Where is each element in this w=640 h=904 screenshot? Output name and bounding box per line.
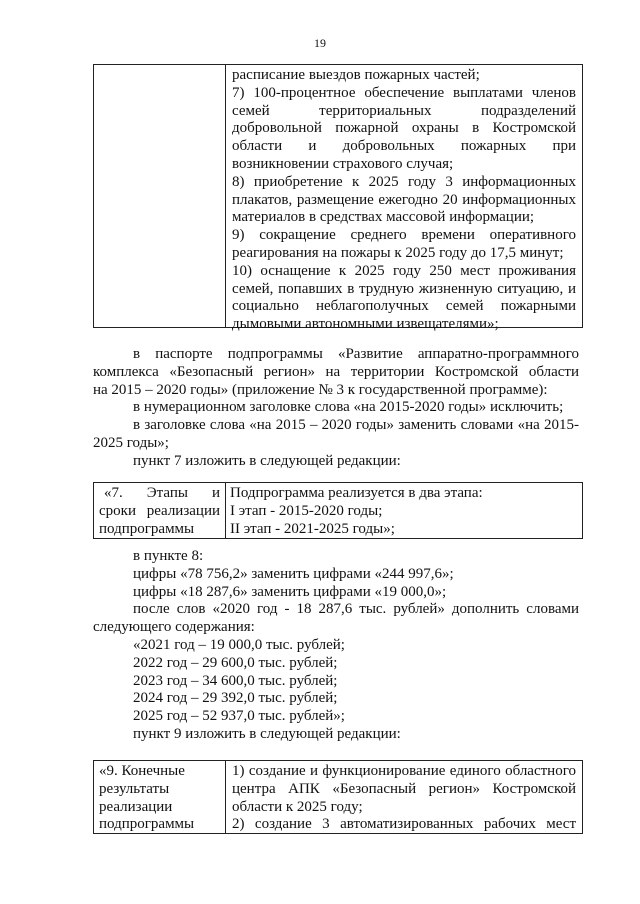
text-line: расписание выездов пожарных частей; (232, 67, 480, 83)
text-line: пункт 9 изложить в следующей редакции: (133, 725, 401, 742)
text-line: результаты (99, 780, 170, 797)
text-line: области к 2025 году; (232, 798, 363, 815)
text-line: 2) создание 3 автоматизированных рабочих мест (232, 816, 576, 833)
text-line: сроки реализации (99, 502, 220, 519)
table-results (93, 760, 583, 834)
text-line: семей территориальных подразделений (232, 102, 576, 119)
text-line: «2021 год – 19 000,0 тыс. рублей; (133, 636, 345, 653)
text-line: II этап - 2021-2025 годы»; (230, 520, 395, 537)
text-line: Подпрограмма реализуется в два этапа: (230, 485, 483, 501)
table-right-cell (226, 65, 582, 333)
text-line: в нумерационном заголовке слова «на 2015-2020 годы» исключить; (133, 399, 564, 416)
text-line: подпрограммы (99, 520, 195, 537)
text-line: возникновении страхового случая; (232, 155, 454, 172)
text-line: «9. Конечные (99, 763, 185, 779)
text-line: социально неблагополучных семей пожарными (232, 298, 576, 315)
text-line: цифры «78 756,2» заменить цифрами «244 997,6»; (133, 565, 454, 582)
amendment-text-2 (93, 548, 579, 744)
text-line: подпрограммы (99, 816, 195, 833)
table-right-cell (226, 483, 582, 538)
text-line: семей, попавших в трудную жизненную ситуацию, и (232, 280, 576, 297)
text-line: в пункте 8: (133, 548, 204, 564)
text-line: в заголовке слова «на 2015 – 2020 годы» заменить словами «на 2015- (133, 417, 579, 434)
text-line: следующего содержания: (93, 619, 255, 636)
text-line: реализации (99, 798, 173, 815)
text-line: 2024 год – 29 392,0 тыс. рублей; (133, 690, 338, 707)
text-line: пункт 7 изложить в следующей редакции: (133, 452, 401, 469)
text-line: в паспорте подпрограммы «Развитие аппаратно-программного (133, 346, 579, 362)
text-line: 2025 год – 52 937,0 тыс. рублей»; (133, 708, 345, 725)
text-line: 10) оснащение к 2025 году 250 мест проживания (232, 262, 576, 279)
text-line: реагирования на пожары к 2025 году до 17,5 минут; (232, 244, 564, 261)
text-line: 8) приобретение к 2025 году 3 информационных (232, 173, 576, 190)
text-line: 2023 год – 34 600,0 тыс. рублей; (133, 672, 338, 689)
text-line: 2025 годы»; (93, 434, 169, 451)
text-line: после слов «2020 год - 18 287,6 тыс. рублей» дополнить словами (133, 601, 579, 618)
text-line: комплекса «Безопасный регион» на территории Костромской области (93, 363, 579, 380)
text-line: материалов в средствах массовой информации; (232, 209, 535, 226)
text-line: 2022 год – 29 600,0 тыс. рублей; (133, 654, 338, 671)
text-line: на 2015 – 2020 годы» (приложение № 3 к государственной программе): (93, 381, 548, 398)
text-line: области и добровольных пожарных при (232, 138, 576, 155)
table-left-cell (94, 65, 226, 327)
table-left-cell (94, 761, 226, 833)
table-right-cell (226, 761, 582, 833)
text-line: «7. Этапы и (104, 485, 220, 501)
table-continuation (93, 64, 583, 333)
table-stages (93, 482, 583, 539)
amendment-text-1 (93, 346, 579, 471)
text-line: добровольной пожарной охраны в Костромской (232, 120, 576, 137)
text-line: дымовыми автономными извещателями»; (232, 316, 499, 333)
text-line: 1) создание и функционирование единого областного (232, 763, 576, 779)
text-line: 7) 100-процентное обеспечение выплатами членов (232, 84, 576, 101)
text-line: цифры «18 287,6» заменить цифрами «19 000,0»; (133, 583, 447, 600)
page-number: 19 (314, 36, 326, 50)
text-line: плакатов, размещение ежегодно 20 информационных (232, 191, 576, 208)
text-line: 9) сокращение среднего времени оперативного (232, 227, 576, 244)
table-left-cell (94, 483, 226, 538)
text-line: центра АПК «Безопасный регион» Костромской (232, 780, 576, 797)
text-line: I этап - 2015-2020 годы; (230, 502, 383, 519)
